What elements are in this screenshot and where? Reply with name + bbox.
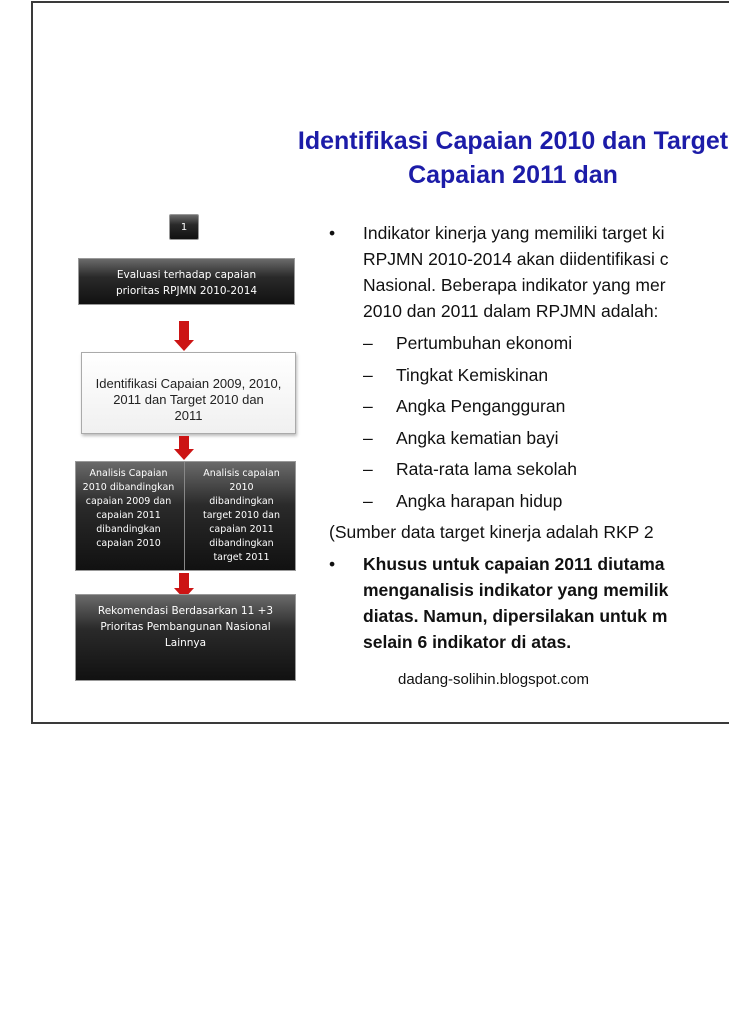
flow-box-text: dibandingkan [96, 524, 161, 535]
bullet-text: Nasional. Beberapa indikator yang mer [363, 275, 666, 295]
sub-item: Angka harapan hidup [396, 491, 563, 511]
slide-title [33, 124, 729, 192]
dash-marker: – [363, 365, 373, 385]
bullet-marker: • [329, 223, 336, 243]
sub-item: Angka Pengangguran [396, 396, 566, 416]
blog-url: dadang-solihin.blogspot.com [398, 671, 589, 688]
step-number-badge: 1 [169, 214, 199, 240]
flow-box-text: 2010 [229, 482, 254, 493]
analisis-right-column [186, 467, 297, 565]
flow-box-text: Lainnya [164, 637, 207, 649]
flow-box-text: 2010 dibandingkan [82, 482, 175, 493]
flow-box-text: 2011 [174, 408, 203, 423]
slide-frame [31, 1, 729, 724]
flow-box-text: prioritas RPJMN 2010-2014 [115, 285, 258, 297]
bullet-text: Indikator kinerja yang memiliki target ki [363, 223, 665, 243]
flow-box-identifikasi [81, 352, 296, 434]
sub-item: Angka kematian bayi [396, 428, 559, 448]
flow-box-text: dibandingkan [209, 496, 274, 507]
flow-box-text: target 2011 [213, 552, 270, 563]
flow-box-text: 2011 dan Target 2010 dan [113, 392, 264, 407]
flow-box-text: capaian 2011 [209, 524, 274, 535]
title-line-1: Identifikasi Capaian 2010 dan Target [297, 127, 729, 155]
dash-marker: – [363, 428, 373, 448]
bullet-text-bold: Khusus untuk capaian 2011 diutama [363, 554, 665, 574]
bullet-text-bold: menganalisis indikator yang memilik [363, 580, 669, 600]
flow-box-text: capaian 2010 [96, 538, 161, 549]
column-divider [184, 462, 185, 570]
bullet-text: RPJMN 2010-2014 akan diidentifikasi c [363, 249, 669, 269]
dash-marker: – [363, 459, 373, 479]
flow-box-text: dibandingkan [209, 538, 274, 549]
flow-box-rekomendasi [75, 594, 296, 681]
flow-box-text: Prioritas Pembangunan Nasional [100, 621, 271, 633]
dash-marker: – [363, 333, 373, 353]
flow-box-text: Evaluasi terhadap capaian [116, 269, 257, 281]
bullet-text-bold: selain 6 indikator di atas. [363, 632, 572, 652]
sub-item: Rata-rata lama sekolah [396, 459, 577, 479]
sub-item: Pertumbuhan ekonomi [396, 333, 573, 353]
flow-box-evaluasi [78, 258, 295, 305]
flow-box-text: target 2010 dan [203, 510, 280, 521]
flow-box-text: Analisis Capaian [89, 468, 168, 479]
bullet-text: 2010 dan 2011 dalam RPJMN adalah: [363, 301, 659, 321]
title-line-2: Capaian 2011 dan [408, 161, 618, 189]
flow-box-text: capaian 2009 dan [85, 496, 172, 507]
flow-box-analisis [75, 461, 296, 571]
source-note: (Sumber data target kinerja adalah RKP 2 [329, 522, 654, 542]
flow-box-text: capaian 2011 [96, 510, 161, 521]
bullet-text-bold: diatas. Namun, dipersilakan untuk m [363, 606, 668, 626]
sub-item: Tingkat Kemiskinan [396, 365, 549, 385]
analisis-left-column [76, 467, 181, 551]
flow-box-text: Analisis capaian [203, 468, 280, 479]
flow-box-text: Rekomendasi Berdasarkan 11 +3 [97, 605, 274, 617]
bullet-marker: • [329, 554, 336, 574]
dash-marker: – [363, 396, 373, 416]
flow-box-text: Identifikasi Capaian 2009, 2010, [95, 376, 282, 391]
dash-marker: – [363, 491, 373, 511]
